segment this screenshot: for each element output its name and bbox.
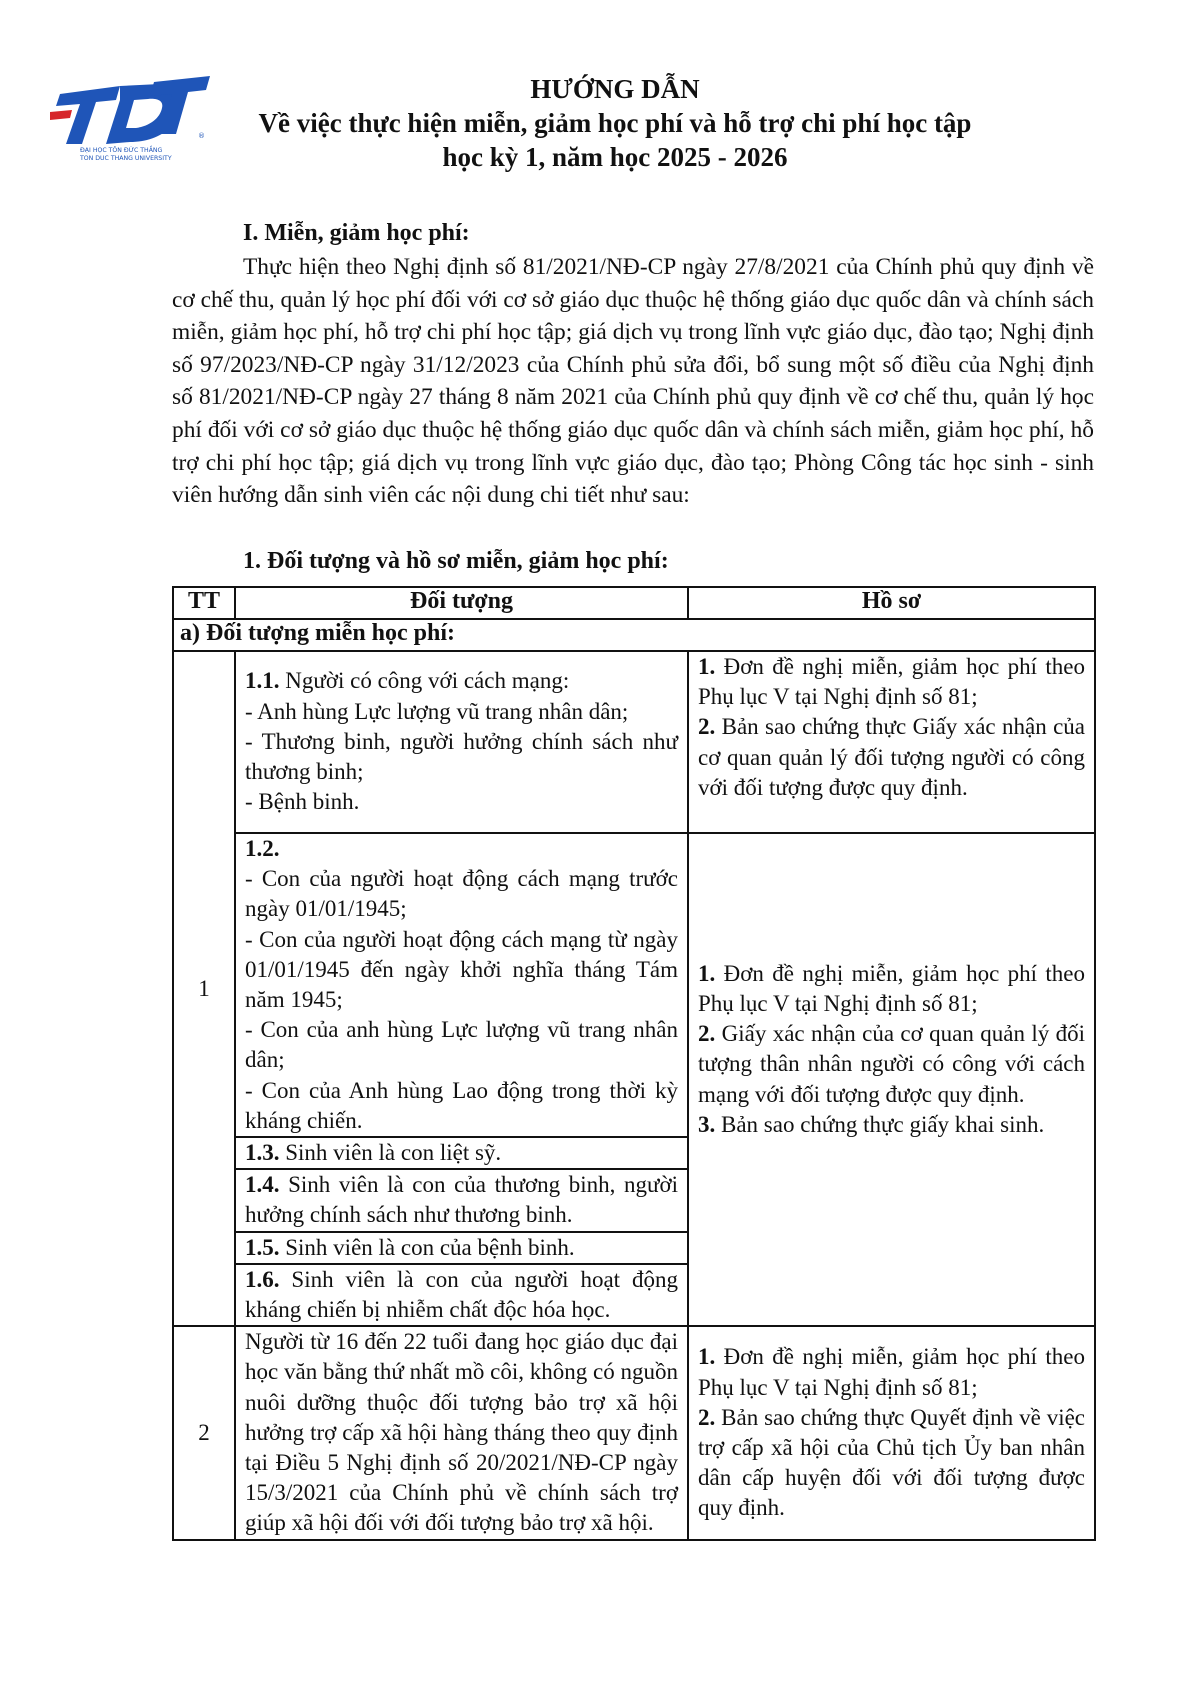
docs-cell: 1. Đơn đề nghị miễn, giảm học phí theo Phụ lục V tại Nghị định số 81; 2. Bản sao chứng thực Giấy xác nhận của cơ quan quản lý đối tượng người có công với đối tượng được quy định. [688, 651, 1095, 833]
logo-subtext: TON DUC THANG UNIVERSITY [80, 155, 172, 162]
title-line-3: học kỳ 1, năm học 2025 - 2026 [442, 142, 788, 172]
title-line-2: Về việc thực hiện miễn, giảm học phí và hỗ trợ chi phí học tập [258, 108, 972, 138]
table-row [173, 833, 1095, 1137]
subject-cell: 1.5. Sinh viên là con của bệnh binh. [235, 1232, 688, 1264]
section-paragraph: Thực hiện theo Nghị định số 81/2021/NĐ-CP ngày 27/8/2021 của Chính phủ quy định về cơ chế thu, quản lý học phí đối với cơ sở giáo dục thuộc hệ thống giáo dục quốc dân và chính sách miễn, giảm học phí, hỗ trợ chi phí học tập; giá dịch vụ trong lĩnh vực giáo dục, đào tạo; Nghị định số 97/2023/NĐ-CP ngày 31/12/2023 của Chính phủ sửa đổi, bổ sung một số điều của Nghị định số 81/2021/NĐ-CP ngày 27 tháng 8 năm 2021 của Chính phủ quy định về cơ chế thu, quản lý học phí đối với cơ sở giáo dục thuộc hệ thống giáo dục quốc dân và chính sách miễn, giảm học phí, hỗ trợ chi phí học tập; giá dịch vụ trong lĩnh vực giáo dục, đào tạo; Phòng Công tác học sinh - sinh viên hướng dẫn sinh viên các nội dung chi tiết như sau: [172, 254, 1094, 509]
table-row [173, 651, 1095, 833]
subject-cell: Người từ 16 đến 22 tuổi đang học giáo dục đại học văn bằng thứ nhất mồ côi, không có nguồn nuôi dưỡng thuộc đối tượng bảo trợ xã hội hưởng trợ cấp xã hội hàng tháng theo quy định tại Điều 5 Nghị định số 20/2021/NĐ-CP ngày 15/3/2021 của Chính phủ về chính sách trợ giúp xã hội đối với đối tượng bảo trợ xã hội. [235, 1326, 688, 1539]
header-docs: Hồ sơ [688, 587, 1095, 619]
subject-cell: 1.3. Sinh viên là con liệt sỹ. [235, 1137, 688, 1169]
table-row [173, 1326, 1095, 1539]
university-logo [50, 66, 215, 166]
row-number: 2 [173, 1326, 235, 1539]
docs-cell: 1. Đơn đề nghị miễn, giảm học phí theo Phụ lục V tại Nghị định số 81; 2. Giấy xác nhận của cơ quan quản lý đối tượng thân nhân người có công với cách mạng với đối tượng được quy định. 3. Bản sao chứng thực giấy khai sinh. [688, 833, 1095, 1326]
subject-cell: 1.6. Sinh viên là con của người hoạt động kháng chiến bị nhiễm chất độc hóa học. [235, 1264, 688, 1326]
header-tt: TT [173, 587, 235, 619]
subject-cell: 1.2. - Con của người hoạt động cách mạng trước ngày 01/01/1945; - Con của người hoạt động cách mạng từ ngày 01/01/1945 đến ngày khởi nghĩa tháng Tám năm 1945; - Con của anh hùng Lực lượng vũ trang nhân dân; - Con của Anh hùng Lao động trong thời kỳ kháng chiến. [235, 833, 688, 1137]
group-row [173, 619, 1095, 651]
exemption-table [172, 586, 1096, 1541]
svg-text:®: ® [198, 132, 205, 140]
section-heading: I. Miễn, giảm học phí: [243, 220, 470, 246]
document-title [240, 72, 990, 174]
subject-cell: 1.4. Sinh viên là con của thương binh, người hưởng chính sách như thương binh. [235, 1169, 688, 1231]
group-a-label: a) Đối tượng miễn học phí: [173, 619, 1095, 651]
subsection-heading: 1. Đối tượng và hồ sơ miễn, giảm học phí: [243, 548, 669, 574]
subject-cell: 1.1. Người có công với cách mạng: - Anh hùng Lực lượng vũ trang nhân dân; - Thương binh, người hưởng chính sách như thương binh; - Bệnh binh. [235, 651, 688, 833]
table-header-row [173, 587, 1095, 619]
tdt-logo-icon [50, 66, 215, 166]
title-line-1: HƯỚNG DẪN [530, 74, 700, 104]
docs-cell: 1. Đơn đề nghị miễn, giảm học phí theo Phụ lục V tại Nghị định số 81; 2. Bản sao chứng thực Quyết định về việc trợ cấp xã hội của Chủ tịch Ủy ban nhân dân cấp huyện đối với đối tượng được quy định. [688, 1326, 1095, 1539]
header-subject: Đối tượng [235, 587, 688, 619]
logo-subtext-vn: ĐẠI HỌC TÔN ĐỨC THẮNG [80, 147, 163, 154]
row-number: 1 [173, 651, 235, 1326]
